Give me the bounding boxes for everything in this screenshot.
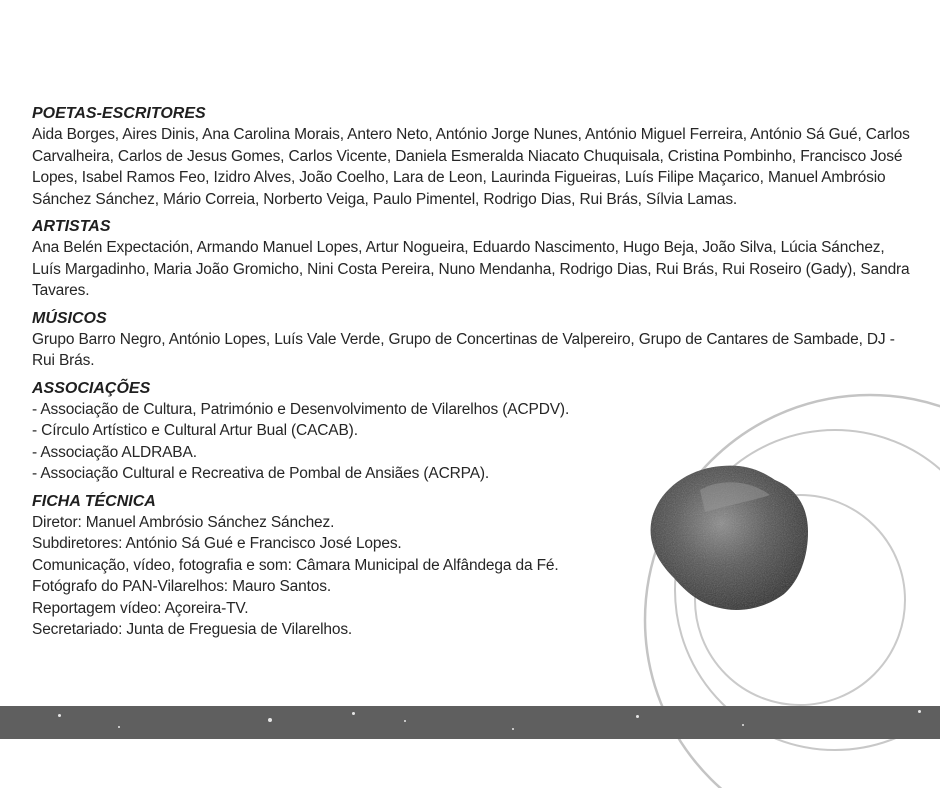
body-line: Aida Borges, Aires Dinis, Ana Carolina Morais, Antero Neto, António Jorge Nunes, António Miguel Ferreira, António Sá Gué, Carlos Carvalheira, Carlos de Jesus Gomes, Carlos Vicente, Daniela Esmeralda Niacato Chuquisala, Cristina Pombinho, Francisco José Lopes, Isabel Ramos Feo, Izidro Alves, João Coelho, Lara de Leon, Laurinda Figueiras, Luís Filipe Maçarico, Manuel Ambrósio Sánchez Sánchez, Mário Correia, Norberto Veiga, Paulo Pimentel, Rodrigo Dias, Rui Brás, Sílvia Lamas. (32, 126, 910, 208)
body-line: - Círculo Artístico e Cultural Artur Bual (CACAB). (32, 422, 358, 439)
section-musicos (32, 308, 912, 372)
body-line: Ana Belén Expectación, Armando Manuel Lopes, Artur Nogueira, Eduardo Nascimento, Hugo Beja, João Silva, Lúcia Sánchez, Luís Margadinho, Maria João Gromicho, Nini Costa Pereira, Nuno Mendanha, Rodrigo Dias, Rui Brás, Rui Roseiro (Gady), Sandra Tavares. (32, 239, 910, 299)
body-line: Secretariado: Junta de Freguesia de Vilarelhos. (32, 621, 353, 638)
body-line: - Associação ALDRABA. (32, 443, 197, 461)
body-line: Grupo Barro Negro, António Lopes, Luís Vale Verde, Grupo de Concertinas de Valpereiro, Grupo de Cantares de Sambade, DJ - Rui Brás. (32, 330, 895, 369)
band-speck (636, 715, 639, 718)
section-title: ASSOCIAÇÕES (32, 379, 151, 397)
section-poetas-escritores (32, 103, 912, 210)
section-body (32, 512, 912, 641)
body-line: Fotógrafo do PAN-Vilarelhos: Mauro Santos. (32, 578, 331, 595)
band-speck (58, 714, 61, 717)
body-line: - Associação Cultural e Recreativa de Pombal de Ansiães (ACRPA). (32, 465, 490, 482)
body-line: Diretor: Manuel Ambrósio Sánchez Sánchez. (32, 513, 335, 531)
band-speck (268, 718, 272, 722)
band-speck (918, 710, 921, 713)
band-speck (404, 720, 406, 722)
section-body (32, 124, 912, 210)
section-body (32, 329, 912, 372)
section-title: ARTISTAS (32, 218, 111, 235)
band-speck (352, 712, 355, 715)
section-title: POETAS-ESCRITORES (32, 105, 206, 122)
band-speck (742, 724, 744, 726)
section-associacoes (32, 378, 912, 485)
credits-content (32, 103, 912, 647)
footer-texture-band (0, 706, 940, 739)
body-line: Reportagem vídeo: Açoreira-TV. (32, 599, 249, 617)
body-line: - Associação de Cultura, Património e Desenvolvimento de Vilarelhos (ACPDV). (32, 400, 570, 418)
section-body (32, 237, 912, 302)
body-line: Subdiretores: António Sá Gué e Francisco José Lopes. (32, 535, 402, 552)
band-speck (118, 726, 120, 728)
section-ficha-tecnica (32, 491, 912, 641)
section-artistas (32, 216, 912, 302)
section-body (32, 399, 912, 485)
section-title: FICHA TÉCNICA (32, 492, 156, 510)
section-title: MÚSICOS (32, 309, 107, 327)
band-speck (512, 728, 514, 730)
body-line: Comunicação, vídeo, fotografia e som: Câmara Municipal de Alfândega da Fé. (32, 556, 559, 574)
